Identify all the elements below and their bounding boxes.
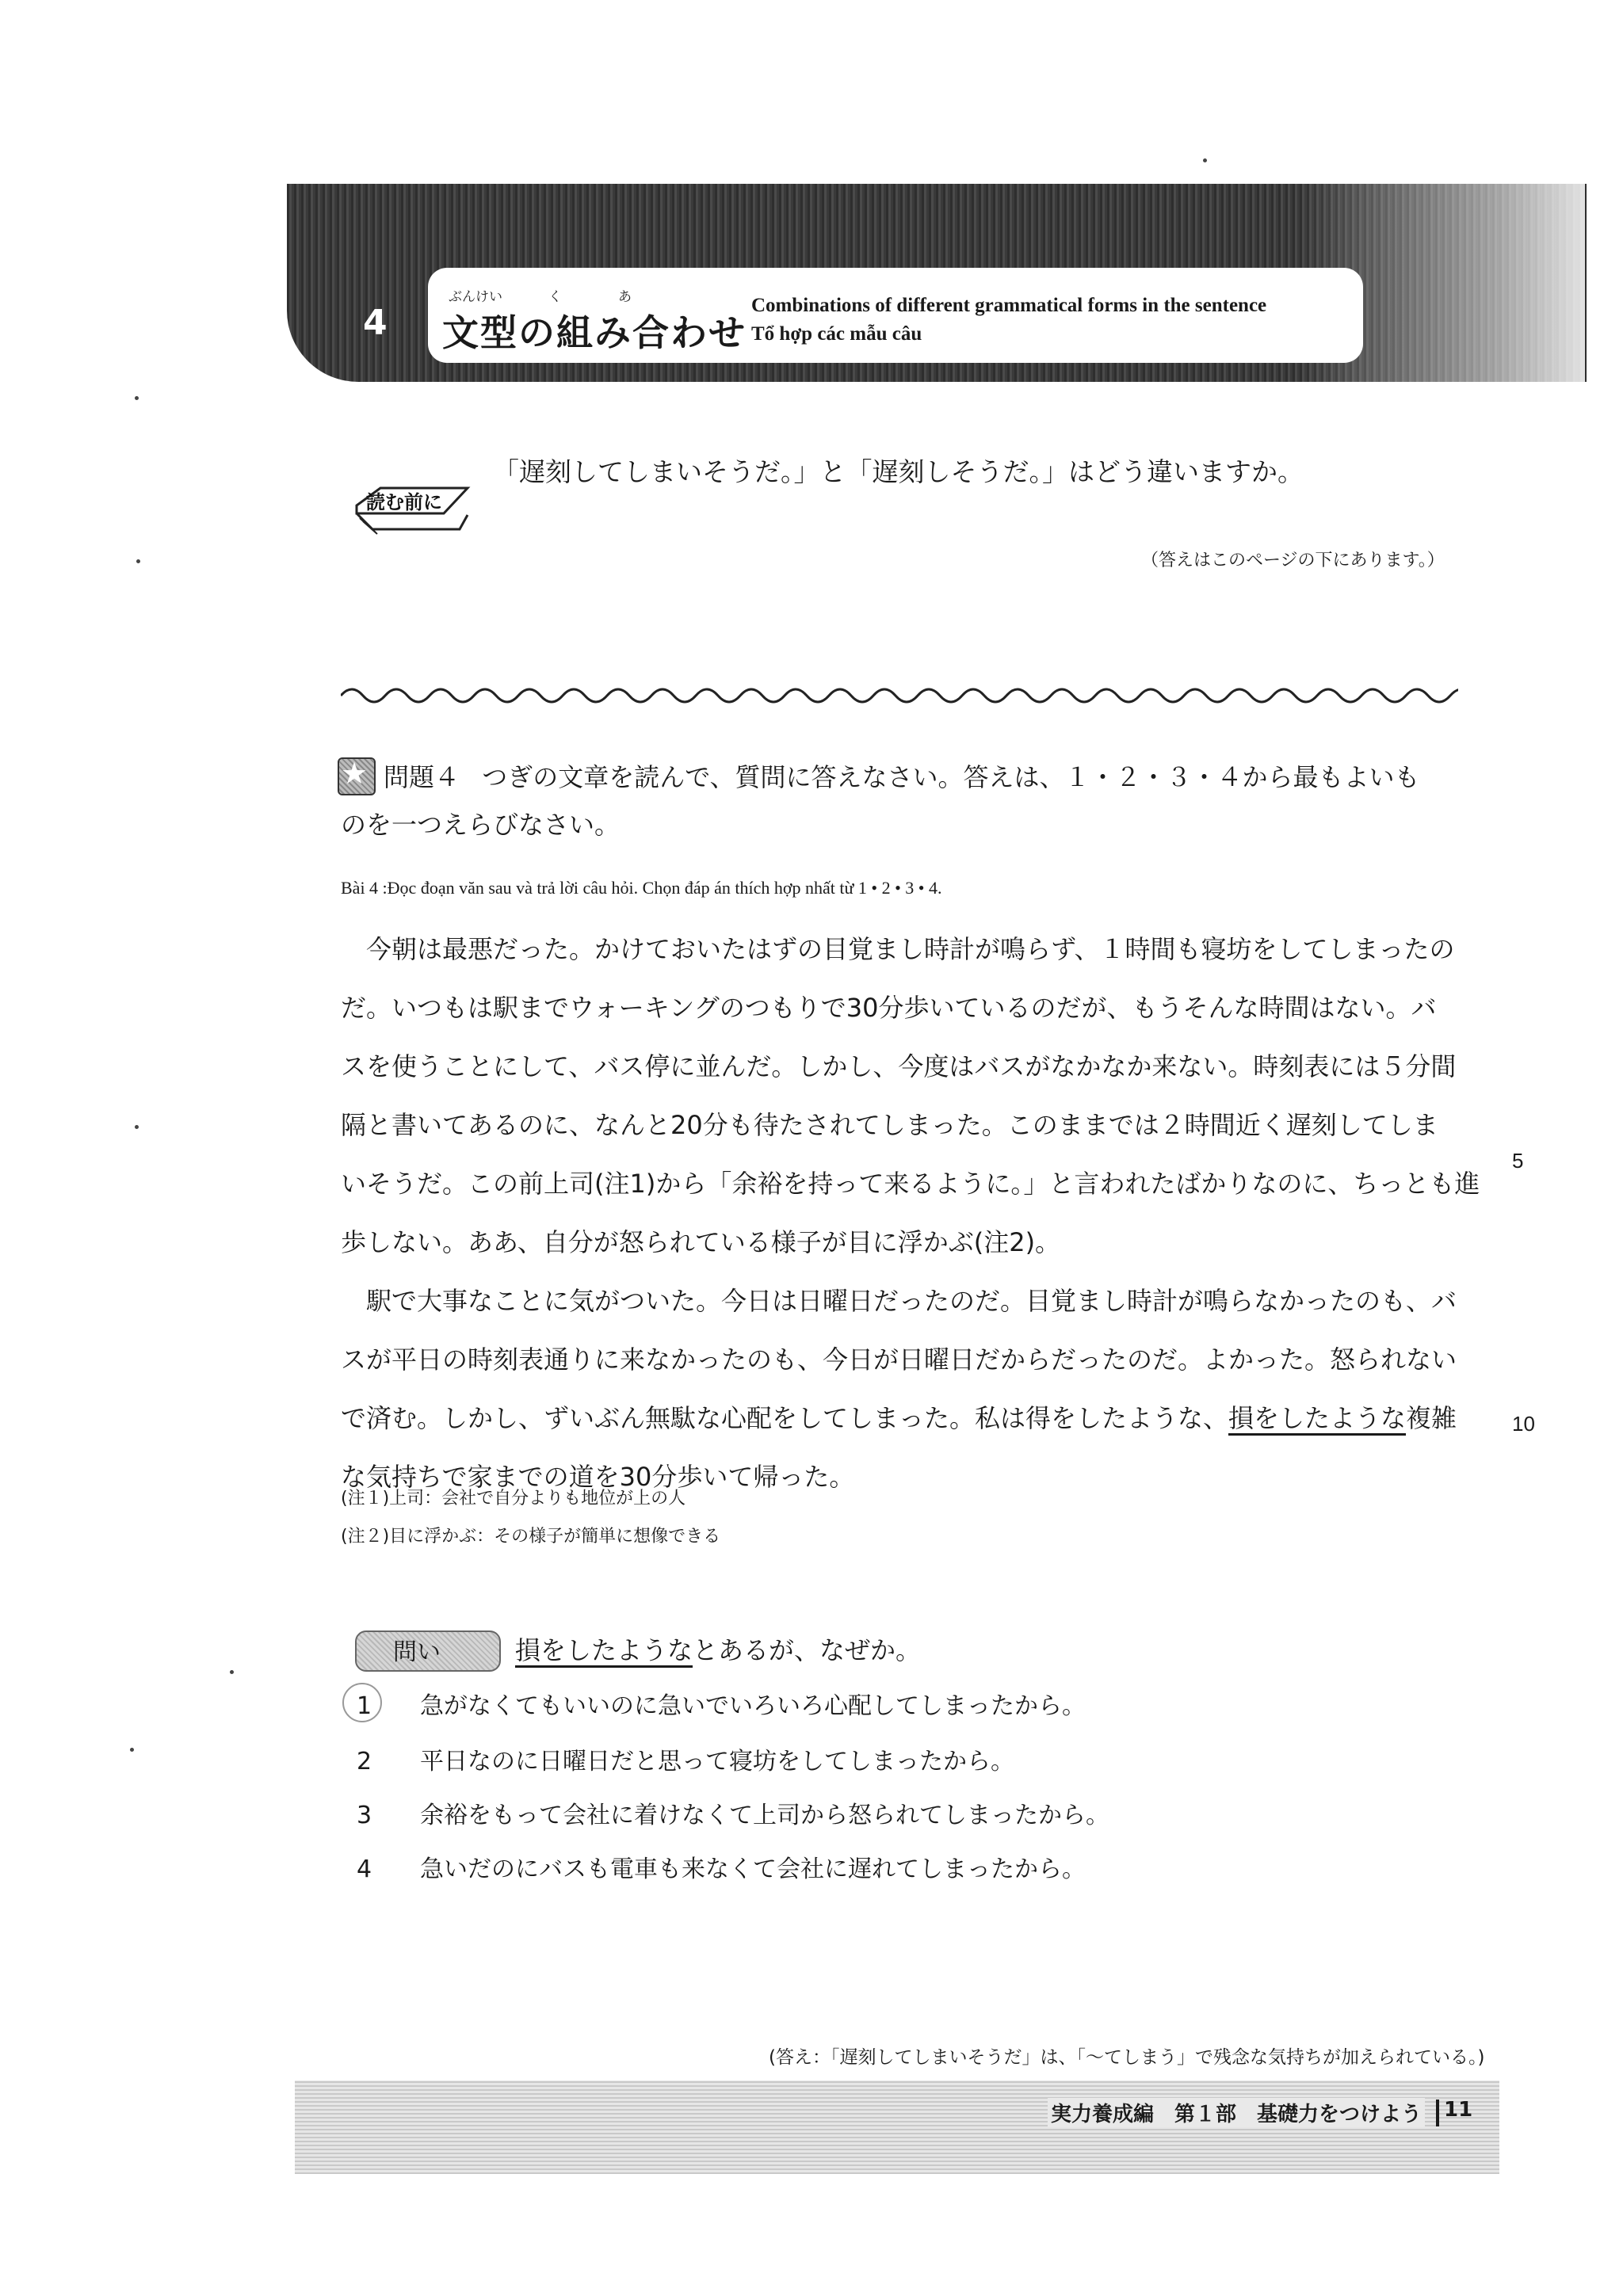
section-subtitle-vi: Tổ hợp các mẫu câu [751, 323, 922, 345]
section-subtitle-en: Combinations of different grammatical forms in the sentence [751, 295, 1267, 316]
question-text [515, 1630, 921, 1667]
line-number-10: 10 [1512, 1412, 1535, 1436]
problem-line2: のを一つえらびなさい。 [341, 810, 621, 840]
passage-line: 駅で大事なことに気がついた。今日は日曜日だったのだ。目覚まし時計が鳴らなかったのも、バ [366, 1286, 1457, 1316]
problem-vietnamese: Bài 4 :Đọc đoạn văn sau và trả lời câu hỏi. Chọn đáp án thích hợp nhất từ 1 • 2 • 3 • 4. [341, 878, 942, 898]
passage-line: だ。いつもは駅までウォーキングのつもりで30分歩いているのだが、もうそんな時間はない。バ [341, 993, 1437, 1023]
answer-option-3[interactable] [357, 1795, 1109, 1830]
footnote-2: (注２)目に浮かぶ：その様子が簡単に想像できる [341, 1527, 721, 1547]
section-title: 文型の組み合わせ [442, 311, 747, 354]
scan-speck [1203, 158, 1207, 162]
passage-line: スが平日の時刻表通りに来なかったのも、今日が日曜日だからだったのだ。よかった。怒られない [341, 1344, 1457, 1375]
passage-line-end: 複雑 [1406, 1403, 1457, 1433]
option-number: 2 [357, 1748, 372, 1775]
scan-speck [135, 396, 139, 400]
option-number: 3 [357, 1802, 372, 1829]
line-number-5: 5 [1512, 1149, 1524, 1173]
open-book-icon [349, 474, 475, 537]
option-text: 急いだのにバスも電車も来なくて会社に遅れてしまったから。 [420, 1855, 1086, 1883]
answer-option-2[interactable] [357, 1741, 1014, 1776]
footer-section: 実力養成編 第１部 基礎力をつけよう [1048, 2098, 1425, 2127]
answer-option-4[interactable] [357, 1849, 1086, 1884]
wave-divider [341, 680, 1458, 711]
problem-line1 [384, 757, 1420, 794]
title-ruby: く [548, 289, 562, 305]
page-number: 11 [1444, 2098, 1473, 2122]
scan-speck [136, 559, 140, 563]
footer-divider [1436, 2100, 1439, 2126]
star-icon: ★ [341, 756, 369, 791]
option-text: 急がなくてもいいのに急いでいろいろ心配してしまったから。 [420, 1692, 1086, 1720]
problem-label: 問題４ [384, 762, 460, 792]
footer-band [295, 2081, 1499, 2174]
title-ruby: ぶんけい [449, 289, 502, 305]
passage-line: スを使うことにして、バス停に並んだ。しかし、今度はバスがなかなか来ない。時刻表には５分間 [341, 1051, 1457, 1081]
option-text: 平日なのに日曜日だと思って寝坊をしてしまったから。 [420, 1748, 1014, 1775]
reading-passage [341, 924, 1480, 1447]
pre-reading-question: 「遅刻してしまいそうだ。」と「遅刻しそうだ。」はどう違いますか。 [493, 456, 1304, 487]
passage-line: 隔と書いてあるのに、なんと20分も待たされてしまった。このままでは２時間近く遅刻してしま [341, 1110, 1438, 1140]
question-label: 問い [393, 1638, 441, 1666]
passage-line: で済む。しかし、ずいぶん無駄な心配をしてしまった。私は得をしたような、 [341, 1403, 1229, 1433]
question-suffix: とあるが、なぜか。 [693, 1635, 922, 1665]
option-text: 余裕をもって会社に着けなくて上司から怒られてしまったから。 [420, 1802, 1109, 1829]
passage-line: 今朝は最悪だった。かけておいたはずの目覚まし時計が鳴らず、１時間も寝坊をしてしまったの [366, 934, 1455, 964]
section-number: 4 [363, 303, 388, 343]
underlined-phrase: 損をしたような [1228, 1403, 1406, 1436]
scan-speck [135, 1125, 139, 1129]
pre-reading-note: （答えはこのページの下にあります。） [1141, 551, 1445, 570]
question-underlined-phrase: 損をしたような [515, 1635, 693, 1668]
problem-instruction: つぎの文章を読んで、質問に答えなさい。答えは、１・２・３・４から最もよいも [482, 762, 1420, 792]
answer-key: (答え：「遅刻してしまいそうだ」は、「〜てしまう」で残念な気持ちが加えられている。) [769, 2047, 1485, 2068]
answer-option-1[interactable] [357, 1686, 1086, 1721]
scan-speck [230, 1670, 234, 1674]
pre-reading-badge-text: 読む前に [366, 491, 442, 513]
footnote-1: (注１)上司：会社で自分よりも地位が上の人 [341, 1489, 686, 1508]
passage-line: いそうだ。この前上司(注1)から「余裕を持って来るように。」と言われたばかりなのに、ちっとも進 [341, 1169, 1480, 1199]
title-ruby: あ [618, 289, 632, 305]
passage-line-with-underline [341, 1393, 1457, 1444]
passage-line: 歩しない。ああ、自分が怒られている様子が目に浮かぶ(注2)。 [341, 1227, 1061, 1257]
option-number: 4 [357, 1855, 372, 1883]
passage-line: な気持ちで家までの道を30分歩いて帰った。 [341, 1462, 855, 1492]
scan-speck [130, 1748, 134, 1752]
option-number: 1 [357, 1692, 372, 1720]
